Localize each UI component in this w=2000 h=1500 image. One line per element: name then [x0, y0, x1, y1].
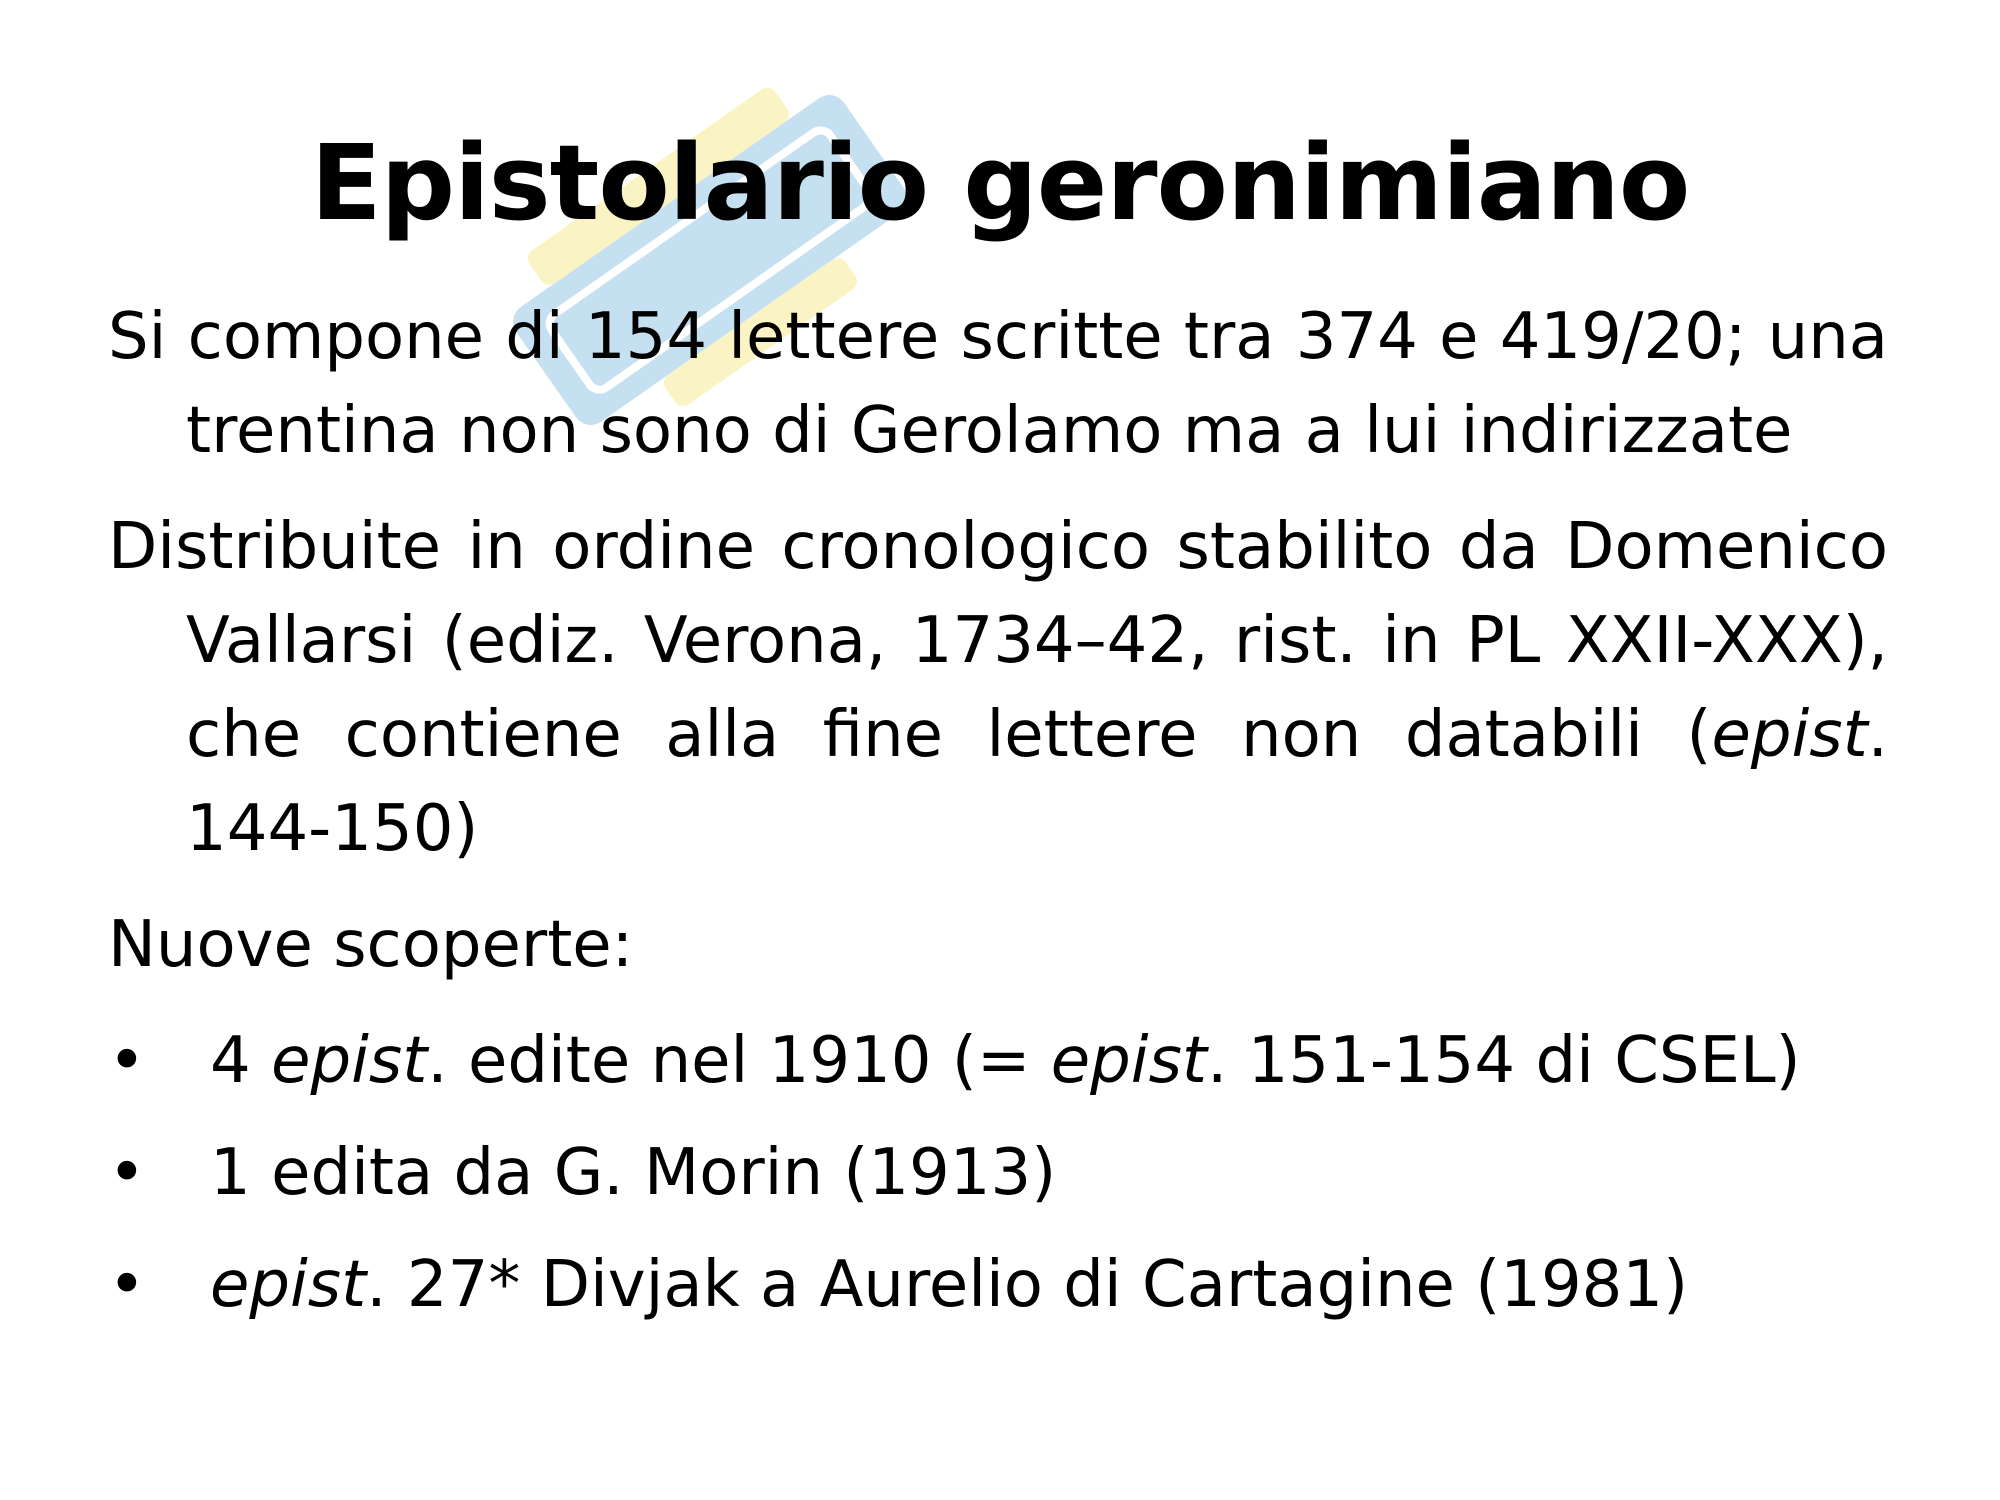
bullet-text-mid: . edite nel 1910 (= — [427, 1024, 1051, 1098]
bullet-text-post: . 151-154 di CSEL) — [1207, 1024, 1801, 1098]
paragraph-composition — [108, 290, 1888, 478]
list-item — [108, 1014, 1888, 1108]
list-item — [108, 1238, 1888, 1332]
bullet-text-pre: 1 edita da G. Morin (1913) — [210, 1136, 1057, 1210]
subheading-new-discoveries — [108, 898, 1888, 992]
bullet-icon: • — [108, 1024, 146, 1098]
paragraph-distribution — [108, 500, 1888, 876]
bullet-text-mid: . 27* Divjak a Aurelio di Cartagine (1981) — [366, 1248, 1689, 1322]
paragraph-distribution-before: Distribuite in ordine cronologico stabilito da Domenico Vallarsi (ediz. Verona, 1734–42, rist. in PL XXII-XXX), che contiene alla fine lettere non databili ( — [108, 510, 1888, 772]
bullet-icon: • — [108, 1248, 146, 1322]
paragraph-composition-text: Si compone di 154 lettere scritte tra 374 e 419/20; una trentina non sono di Gerolamo ma a lui indirizzate — [108, 300, 1888, 468]
bullet-text-pre: 4 — [210, 1024, 272, 1098]
paragraph-distribution-italic: epist — [1711, 698, 1868, 772]
list-item — [108, 1126, 1888, 1220]
slide-body — [108, 290, 1888, 1350]
bullet-text-italic: epist — [1050, 1024, 1207, 1098]
slide-title: Epistolario geronimiano — [310, 122, 1690, 244]
discoveries-list — [108, 1014, 1888, 1332]
paragraph-distribution-after: . 144-150) — [186, 698, 1888, 866]
bullet-text-italic: epist — [271, 1024, 428, 1098]
subheading-text: Nuove scoperte: — [108, 908, 634, 982]
bullet-icon: • — [108, 1136, 146, 1210]
bullet-text-italic: epist — [210, 1248, 367, 1322]
